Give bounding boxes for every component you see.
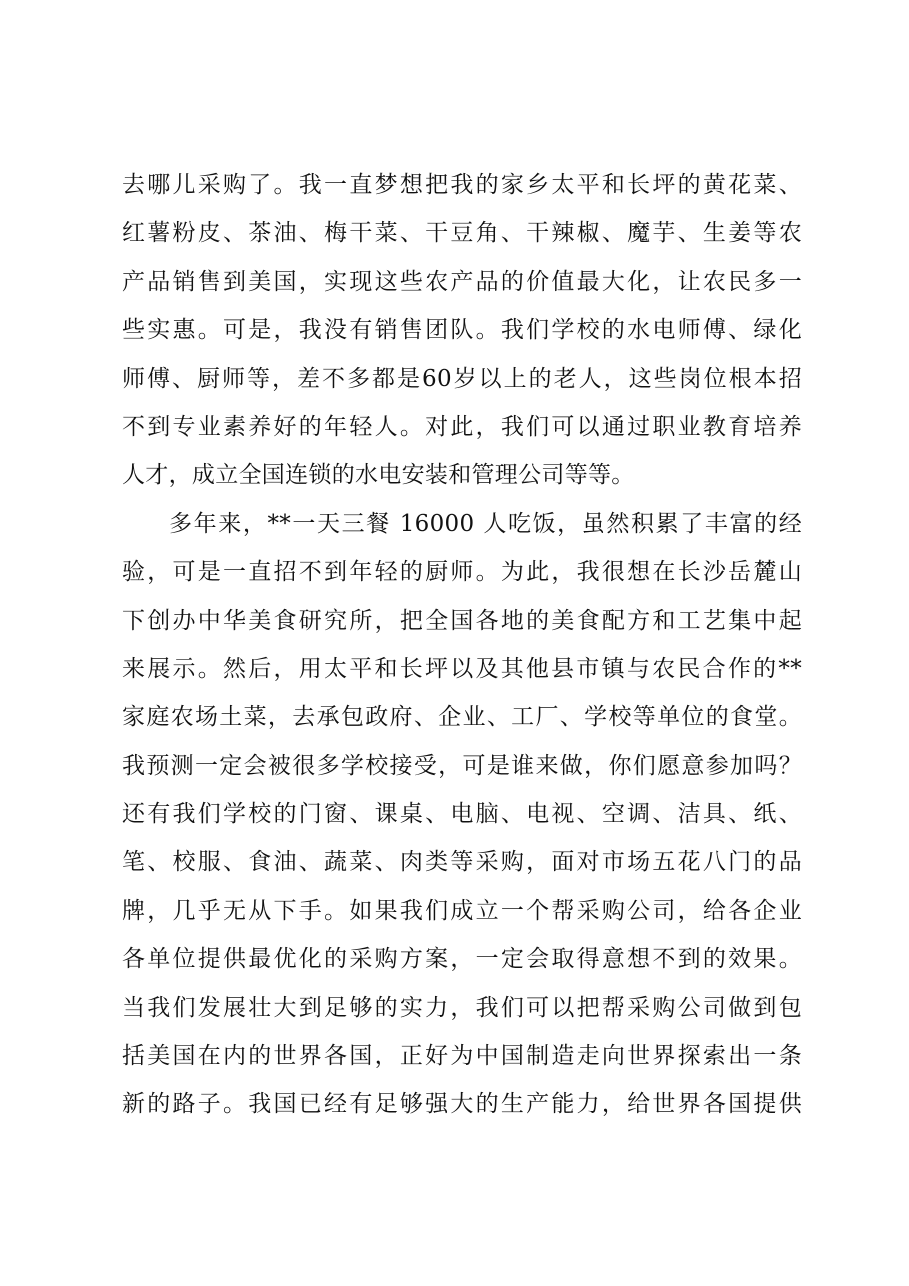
text-line: 当我们发展壮大到足够的实力，我们可以把帮采购公司做到包 [122, 994, 802, 1021]
text-line: 红薯粉皮、茶油、梅干菜、干豆角、干辣椒、魔芋、生姜等农 [122, 220, 802, 247]
paragraph-2 [122, 500, 802, 1129]
text-line: 验，可是一直招不到年轻的厨师。为此，我很想在长沙岳麓山 [122, 559, 802, 586]
text-line: 家庭农场土菜，去承包政府、企业、工厂、学校等单位的食堂。 [122, 704, 802, 731]
document-body [122, 161, 802, 1129]
text-line: 多年来，**一天三餐 16000 人吃饭，虽然积累了丰富的经 [169, 510, 802, 537]
text-line: 牌，几乎无从下手。如果我们成立一个帮采购公司，给各企业 [122, 897, 802, 924]
text-line: 不到专业素养好的年轻人。对此，我们可以通过职业教育培养 [122, 413, 802, 440]
text-line: 去哪儿采购了。我一直梦想把我的家乡太平和长坪的黄花菜、 [122, 172, 802, 198]
text-line: 我预测一定会被很多学校接受，可是谁来做，你们愿意参加吗？ [122, 752, 802, 779]
paragraph-1 [122, 161, 802, 500]
text-line: 新的路子。我国已经有足够强大的生产能力，给世界各国提供 [122, 1091, 802, 1118]
text-line: 还有我们学校的门窗、课桌、电脑、电视、空调、洁具、纸、 [122, 801, 802, 828]
text-line: 各单位提供最优化的采购方案，一定会取得意想不到的效果。 [122, 946, 802, 973]
text-line: 下创办中华美食研究所，把全国各地的美食配方和工艺集中起 [122, 607, 802, 634]
text-line: 师傅、厨师等，差不多都是60岁以上的老人，这些岗位根本招 [122, 365, 802, 392]
text-line: 括美国在内的世界各国，正好为中国制造走向世界探索出一条 [122, 1043, 802, 1070]
text-line: 产品销售到美国，实现这些农产品的价值最大化，让农民多一 [122, 268, 802, 295]
text-line: 笔、校服、食油、蔬菜、肉类等采购，面对市场五花八门的品 [122, 849, 802, 876]
text-line: 来展示。然后，用太平和长坪以及其他县市镇与农民合作的** [122, 655, 802, 682]
text-line: 人才，成立全国连锁的水电安装和管理公司等等。 [122, 462, 635, 489]
text-line: 些实惠。可是，我没有销售团队。我们学校的水电师傅、绿化 [122, 317, 802, 344]
